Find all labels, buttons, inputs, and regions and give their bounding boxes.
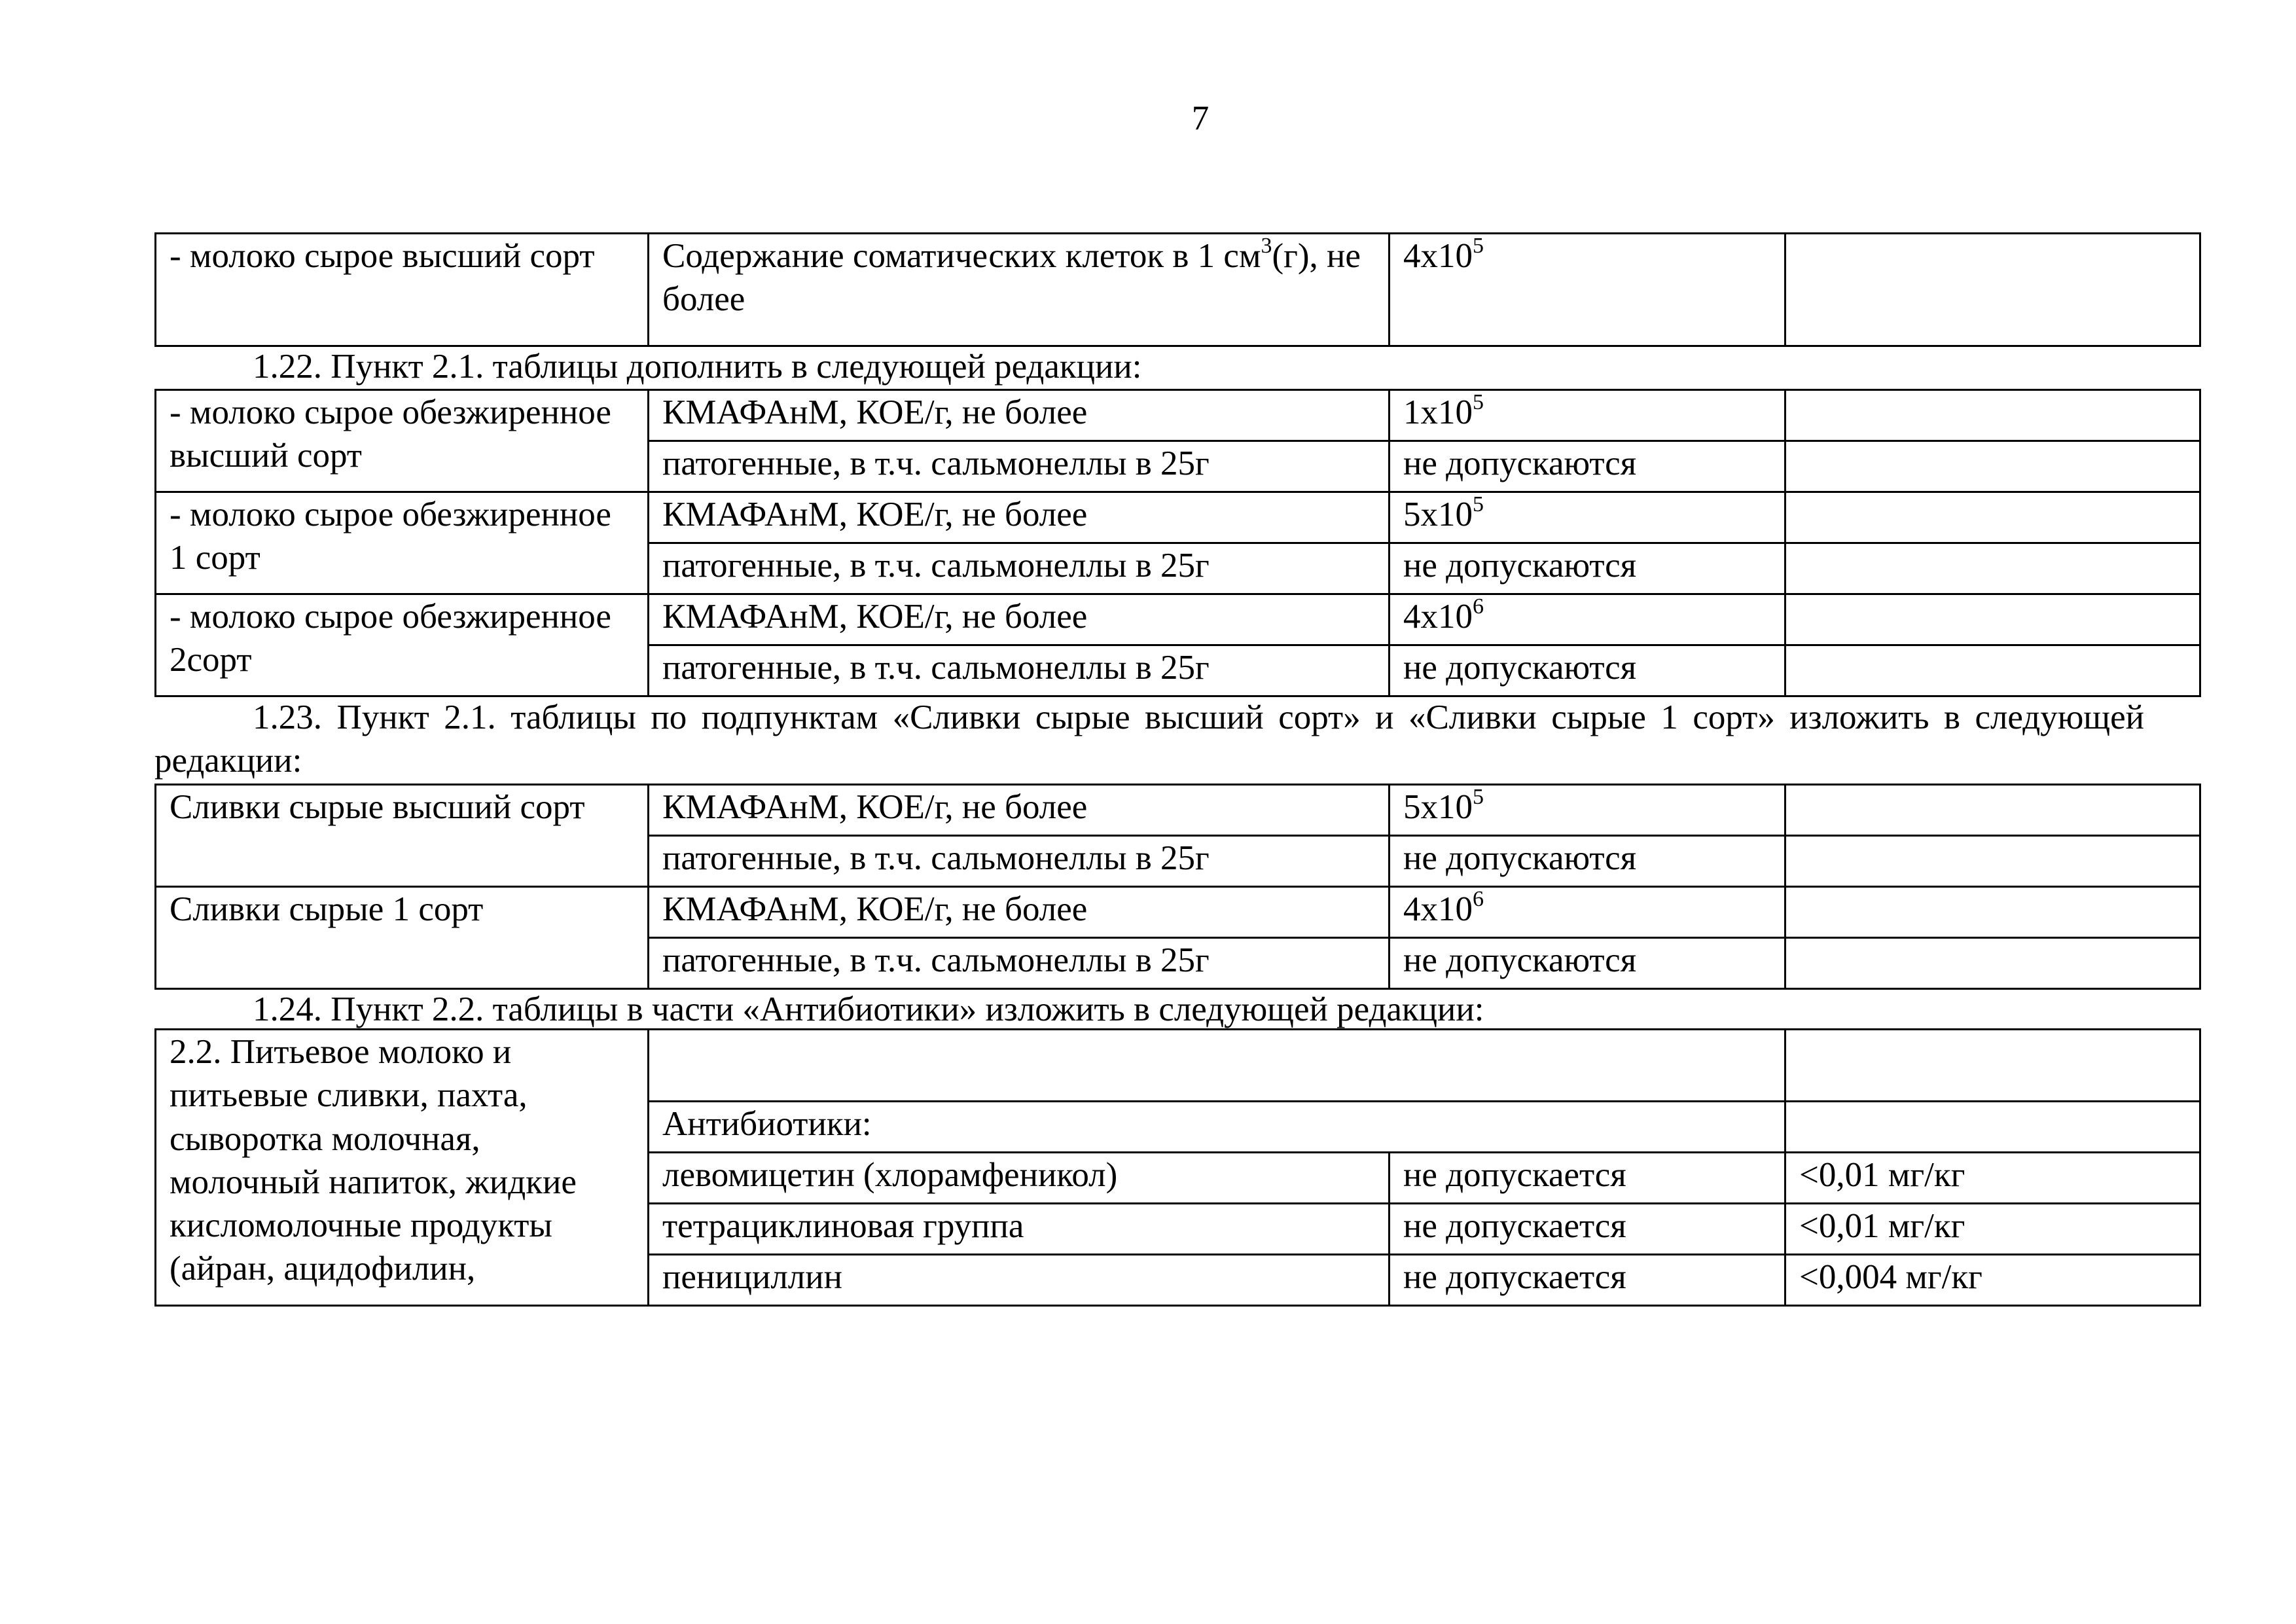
product-cell: - молоко сырое обезжиренное высший сорт	[156, 390, 649, 492]
value-cell: не допускаются	[1390, 938, 1785, 989]
indicator-cell: патогенные, в т.ч. сальмонеллы в 25г	[649, 645, 1390, 696]
norm-cell: не допускается	[1390, 1204, 1785, 1255]
norm-cell: не допускается	[1390, 1255, 1785, 1306]
indicator-cell: патогенные, в т.ч. сальмонеллы в 25г	[649, 543, 1390, 594]
value-cell: $4х10^6$	[1390, 594, 1785, 645]
empty-cell	[649, 1030, 1785, 1102]
raw-cream-table	[154, 784, 2199, 990]
indicator-cell: патогенные, в т.ч. сальмонеллы в 25г	[649, 836, 1390, 887]
product-cell: Сливки сырые 1 сорт	[156, 887, 649, 989]
substance-cell: пенициллин	[649, 1255, 1390, 1306]
table-row	[156, 594, 2200, 645]
product-cell: - молоко сырое высший сорт	[156, 234, 649, 346]
table-row	[156, 492, 2200, 543]
antibiotics-heading: Антибиотики:	[649, 1102, 1785, 1153]
value-cell: $4х10^6$	[1390, 887, 1785, 938]
table-row	[156, 234, 2200, 346]
value-cell: не допускаются	[1390, 543, 1785, 594]
note-cell	[1785, 441, 2200, 492]
value-cell: $5х10^5$	[1390, 492, 1785, 543]
paragraph-1-23: 1.23. Пункт 2.1. таблицы по подпунктам «Сливки сырые высший сорт» и «Сливки сырые 1 сорт» изложить в следующей редакции:	[154, 698, 2144, 780]
note-cell	[1785, 1102, 2200, 1153]
note-cell	[1785, 938, 2200, 989]
antibiotics-table	[154, 1028, 2199, 1307]
note-cell	[1785, 234, 2200, 346]
indicator-cell: КМАФАнМ, КОЕ/г, не более	[649, 594, 1390, 645]
product-cell: - молоко сырое обезжиренное 2сорт	[156, 594, 649, 696]
indicator-cell: КМАФАнМ, КОЕ/г, не более	[649, 887, 1390, 938]
table-row	[156, 1030, 2200, 1102]
note-cell	[1785, 645, 2200, 696]
somatic-cells-table	[154, 232, 2199, 347]
indicator-cell: КМАФАнМ, КОЕ/г, не более	[649, 492, 1390, 543]
indicator-cell: Содержание соматических клеток в 1 $см^3(г)$, не более	[649, 234, 1390, 346]
table-row	[156, 390, 2200, 441]
value-cell: $4х10^5$	[1390, 234, 1785, 346]
note-cell	[1785, 390, 2200, 441]
product-cell: Сливки сырые высший сорт	[156, 785, 649, 887]
note-cell	[1785, 887, 2200, 938]
note-cell	[1785, 1030, 2200, 1102]
paragraph-1-24: 1.24. Пункт 2.2. таблицы в части «Антибиотики» изложить в следующей редакции:	[253, 990, 1484, 1028]
table-row	[156, 785, 2200, 836]
indicator-cell: КМАФАнМ, КОЕ/г, не более	[649, 390, 1390, 441]
note-cell	[1785, 543, 2200, 594]
limit-cell: <0,01 мг/кг	[1785, 1204, 2200, 1255]
note-cell	[1785, 594, 2200, 645]
skim-milk-table	[154, 389, 2199, 697]
substance-cell: тетрациклиновая группа	[649, 1204, 1390, 1255]
indicator-cell: патогенные, в т.ч. сальмонеллы в 25г	[649, 441, 1390, 492]
value-cell: $5х10^5$	[1390, 785, 1785, 836]
value-cell: не допускаются	[1390, 645, 1785, 696]
page-number: 7	[1191, 99, 1210, 137]
limit-cell: <0,004 мг/кг	[1785, 1255, 2200, 1306]
product-cell: 2.2. Питьевое молоко и питьевые сливки, пахта, сыворотка молочная, молочный напиток, жидкие кисломолочные продукты (айран, ацидофилин,	[156, 1030, 649, 1306]
value-cell: не допускаются	[1390, 836, 1785, 887]
indicator-cell: КМАФАнМ, КОЕ/г, не более	[649, 785, 1390, 836]
note-cell	[1785, 785, 2200, 836]
value-cell: $1х10^5$	[1390, 390, 1785, 441]
value-cell: не допускаются	[1390, 441, 1785, 492]
norm-cell: не допускается	[1390, 1153, 1785, 1204]
indicator-cell: патогенные, в т.ч. сальмонеллы в 25г	[649, 938, 1390, 989]
note-cell	[1785, 836, 2200, 887]
paragraph-1-22: 1.22. Пункт 2.1. таблицы дополнить в следующей редакции:	[253, 348, 1142, 386]
note-cell	[1785, 492, 2200, 543]
substance-cell: левомицетин (хлорамфеникол)	[649, 1153, 1390, 1204]
table-row	[156, 887, 2200, 938]
limit-cell: <0,01 мг/кг	[1785, 1153, 2200, 1204]
product-cell: - молоко сырое обезжиренное 1 сорт	[156, 492, 649, 594]
